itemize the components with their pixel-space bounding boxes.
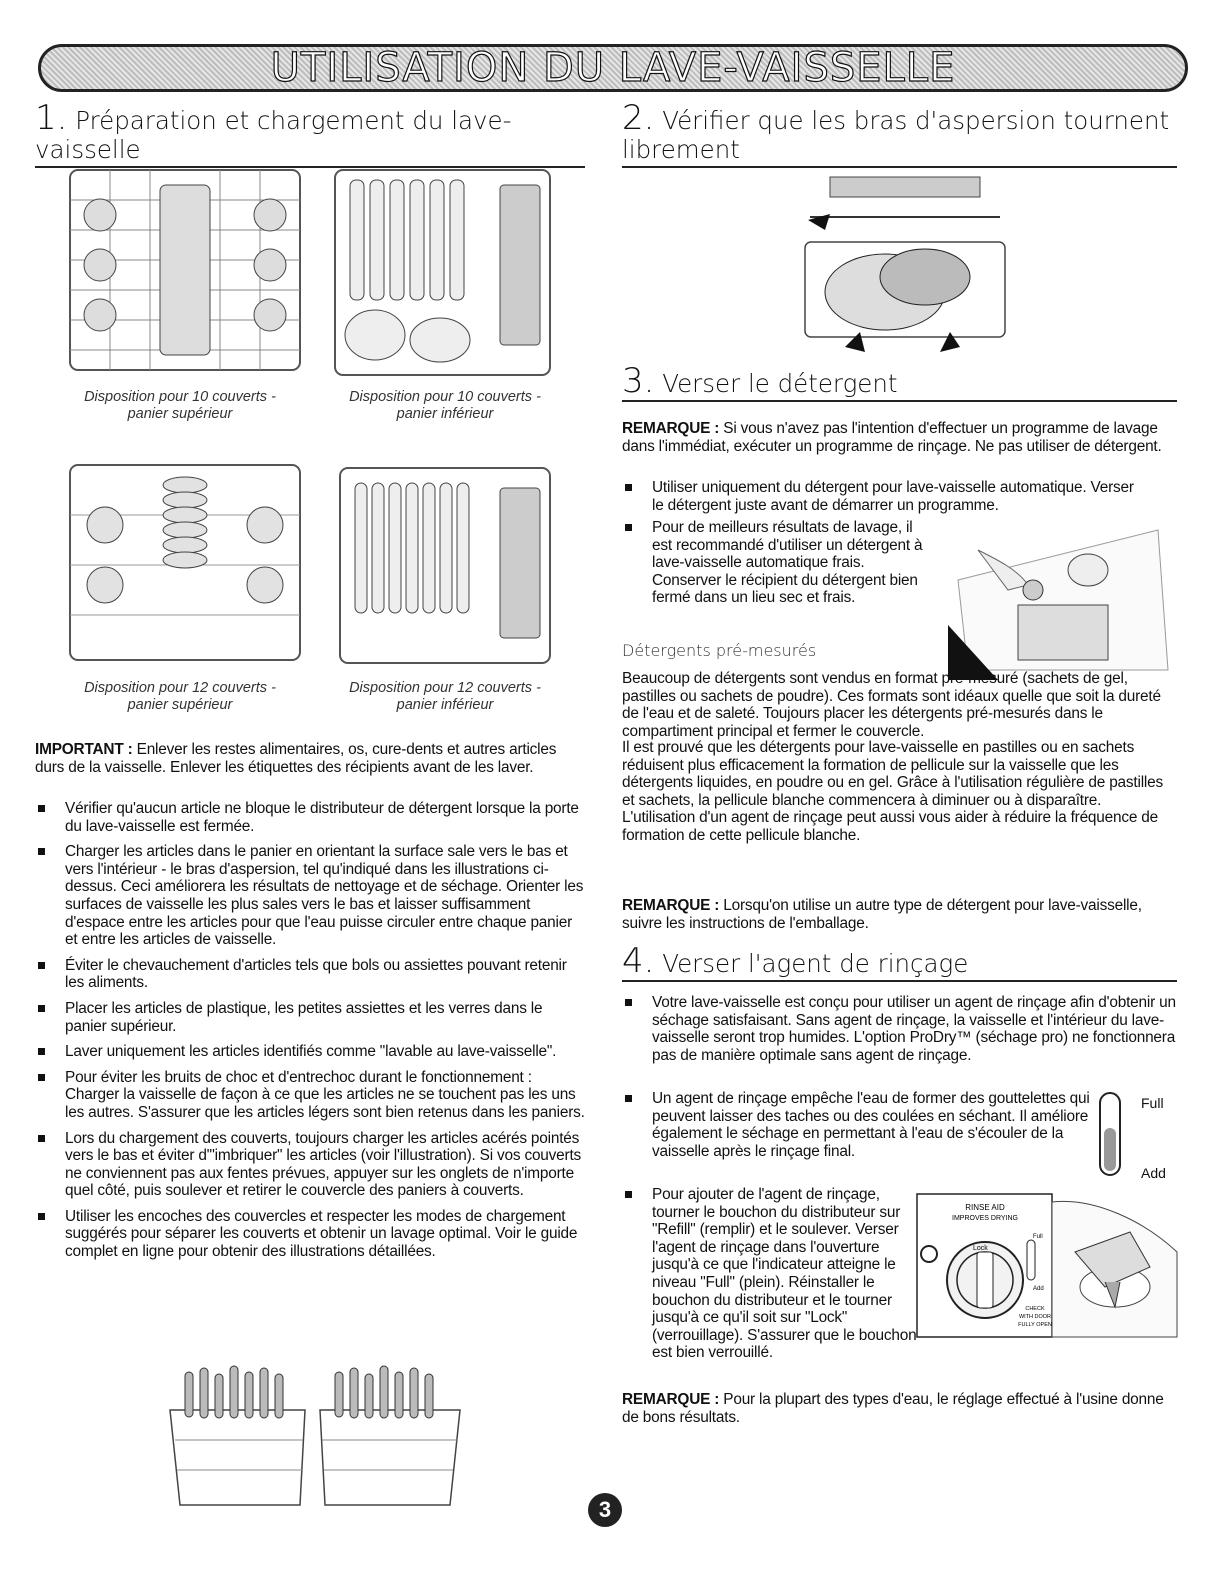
- list-item: Pour de meilleurs résultats de lavage, il est recommandé d'utiliser un détergent à lave-vaisselle automatique frais. Conserver le récipient du détergent bien fermé dans un lieu sec et frais.: [622, 519, 927, 607]
- note-text: Si vous n'avez pas l'intention d'effectuer un programme de lavage dans l'immédiat, exécuter un programme de rinçage. Ne pas utiliser de détergent.: [622, 420, 1162, 455]
- premeasured-paragraph: [622, 670, 1177, 740]
- lower-rack-12-illustration: [330, 458, 560, 673]
- section-3-title: Verser le détergent: [662, 369, 898, 398]
- note-text: Lorsqu'on utilise un autre type de détergent pour lave-vaisselle, suivre les instructions de l'emballage.: [622, 897, 1142, 932]
- list-item: Laver uniquement les articles identifiés comme "lavable au lave-vaisselle".: [35, 1043, 587, 1061]
- list-item: Lors du chargement des couverts, toujours charger les articles acérés pointés vers le bas et éviter d'"imbriquer" les articles (voir l'illustration). Si vos couverts ne conviennent pas aux fentes prévues, appuyer sur les onglets de n'importe quel côté, puis soulever et retirer le couvercle des paniers à couverts.: [35, 1130, 587, 1200]
- upper-rack-10-illustration: [60, 160, 310, 380]
- gauge-full-label: Full: [1141, 1095, 1164, 1111]
- disp-with-door-label: WITH DOOR: [1018, 1314, 1052, 1320]
- disp-rinse-aid-label: RINSE AID: [965, 1203, 1005, 1212]
- section-1-title: Préparation et chargement du lave-vaisselle: [35, 106, 512, 164]
- note-text: Pour la plupart des types d'eau, le réglage effectué à l'usine donne de bons résultats.: [622, 1391, 1164, 1426]
- detergent-dispenser-illustration: [938, 520, 1178, 690]
- list-item: Votre lave-vaisselle est conçu pour utiliser un agent de rinçage afin d'obtenir un séchage satisfaisant. Sans agent de rinçage, la vaisselle et l'intérieur du lave-vaisselle seront trop humides. L'option ProDry™ (séchage pro) ne fonctionnera pas de manière optimale sans agent de rinçage.: [622, 994, 1177, 1064]
- important-label: IMPORTANT :: [35, 741, 133, 758]
- section-1-bullets: [35, 800, 587, 1269]
- caption-12-lower: [320, 680, 570, 714]
- list-item: Utiliser uniquement du détergent pour lave-vaisselle automatique. Verser le détergent juste avant de démarrer un programme.: [622, 479, 1142, 514]
- section-4-title: Verser l'agent de rinçage: [662, 949, 969, 978]
- list-item: Utiliser les encoches des couvercles et respecter les modes de chargement suggérés pour séparer les couverts et obtenir un lavage optimal. Voir le guide complet en ligne pour obtenir des illustrations détaillées.: [35, 1208, 587, 1261]
- section-2-number: 2.: [622, 98, 655, 138]
- detergent-note: [622, 420, 1177, 455]
- note-label: REMARQUE :: [622, 420, 720, 437]
- section-3-number: 3.: [622, 361, 655, 401]
- note-label: REMARQUE :: [622, 897, 720, 914]
- spray-arms-illustration: [790, 172, 1020, 372]
- list-item: Un agent de rinçage empêche l'eau de former des gouttelettes qui peuvent laisser des taches ou des coulées en séchant. Il améliore également le séchage en permettant à l'eau de s'écouler de la vaisselle après le rinçage final.: [622, 1090, 1092, 1160]
- section-2-heading: [622, 98, 1177, 168]
- disp-check-label: CHECK: [1025, 1306, 1045, 1312]
- gauge-add-label: Add: [1141, 1165, 1166, 1181]
- tablets-text: Il est prouvé que les détergents pour lave-vaisselle en pastilles ou en sachets réduisent plus efficacement la formation de pellicule sur la vaisselle que les détergents liquides, en poudre ou en gel. Grâce à l'utilisation régulière de pastilles et sachets, la pellicule blanche commencera à diminuer ou à disparaître. L'utilisation d'un agent de rinçage peut aussi vous aider à réduire la fréquence de formation de cette pellicule blanche.: [622, 739, 1164, 844]
- cutlery-baskets-illustration: [160, 1360, 470, 1510]
- list-item: Éviter le chevauchement d'articles tels que bols ou assiettes pouvant retenir les aliments.: [35, 957, 587, 992]
- note-label: REMARQUE :: [622, 1391, 720, 1408]
- tablets-paragraph: [622, 739, 1177, 845]
- important-note: [35, 741, 585, 776]
- list-item: Pour éviter les bruits de choc et d'entrechoc durant le fonctionnement : Charger la vaisselle de façon à ce que les articles ne se touchent pas les uns les autres. S'assurer que les articles légers sont bien retenus dans les paniers.: [35, 1069, 587, 1122]
- list-item: Placer les articles de plastique, les petites assiettes et les verres dans le panier supérieur.: [35, 1000, 587, 1035]
- caption-10-lower: [320, 389, 570, 423]
- list-item: Charger les articles dans le panier en orientant la surface sale vers le bas et vers l'intérieur - le bras d'aspersion, tel qu'indiqué dans les illustrations ci-dessus. Ceci améliorera les résultats de nettoyage et de séchage. Orienter les surfaces de vaisselle les plus sales vers le bas et laisser suffisamment d'espace entre les articles pour que l'eau puisse circuler entre chaque panier et entre les articles de vaisselle.: [35, 843, 587, 949]
- section-1-heading: [35, 98, 585, 168]
- section-4-bullet-1: [622, 994, 1177, 1072]
- important-text: Enlever les restes alimentaires, os, cure-dents et autres articles durs de la vaisselle. Enlever les étiquettes des récipients avant de les laver.: [35, 741, 557, 776]
- banner-title: UTILISATION DU LAVE-VAISSELLE: [270, 45, 956, 91]
- upper-rack-12-illustration: [60, 455, 310, 670]
- caption-12-lower-text: Disposition pour 12 couverts - panier inférieur: [349, 680, 541, 713]
- caption-10-upper: [60, 389, 300, 423]
- disp-fully-open-label: FULLY OPEN: [1018, 1322, 1052, 1328]
- section-4-number: 4.: [622, 941, 655, 981]
- page-banner: [38, 44, 1188, 92]
- list-item: Pour ajouter de l'agent de rinçage, tourner le bouchon du distributeur sur "Refill" (remplir) et le soulever. Verser l'agent de rinçage dans l'ouverture jusqu'à ce que l'indicateur atteigne le niveau "Full" (plein). Réinstaller le bouchon du distributeur et le tourner jusqu'à ce qu'il soit sur "Lock" (verrouillage). S'assurer que le bouchon est bien verrouillé.: [622, 1186, 917, 1362]
- caption-10-lower-text: Disposition pour 10 couverts - panier inférieur: [349, 389, 541, 422]
- premeasured-text: Beaucoup de détergents sont vendus en format pré-mesuré (sachets de gel, pastilles ou sachets de poudre). Ces formats sont idéaux quelle que soit la dureté de l'eau et de saleté. Toujours placer les détergents pré-mesurés dans le compartiment principal et fermer le couvercle.: [622, 670, 1161, 740]
- section-4-bullet-3: [622, 1186, 917, 1370]
- factory-setting-note: [622, 1391, 1177, 1426]
- section-3-heading: [622, 361, 1177, 402]
- section-3-bullet-2: [622, 519, 927, 615]
- page-number-badge: 3: [588, 1493, 622, 1527]
- rinse-aid-dispenser-illustration: [915, 1192, 1180, 1342]
- caption-10-upper-text: Disposition pour 10 couverts - panier supérieur: [84, 389, 276, 422]
- premeasured-subheading: Détergents pré-mesurés: [622, 641, 817, 660]
- section-2-title: Vérifier que les bras d'aspersion tournent librement: [622, 106, 1170, 164]
- disp-improves-label: IMPROVES DRYING: [952, 1215, 1018, 1222]
- other-detergent-note: [622, 897, 1177, 932]
- section-3-bullet-1: [622, 479, 1142, 522]
- disp-full-label: Full: [1033, 1234, 1043, 1240]
- section-4-heading: [622, 941, 1177, 982]
- disp-lock-label: Lock: [973, 1245, 988, 1252]
- caption-12-upper: [60, 680, 300, 714]
- lower-rack-10-illustration: [325, 160, 560, 385]
- section-1-number: 1.: [35, 98, 68, 138]
- rinse-aid-gauge-icon: [1095, 1088, 1125, 1180]
- section-4-bullet-2: [622, 1090, 1092, 1168]
- list-item: Vérifier qu'aucun article ne bloque le distributeur de détergent lorsque la porte du lave-vaisselle est fermée.: [35, 800, 587, 835]
- disp-add-label: Add: [1033, 1286, 1044, 1292]
- caption-12-upper-text: Disposition pour 12 couverts - panier supérieur: [84, 680, 276, 713]
